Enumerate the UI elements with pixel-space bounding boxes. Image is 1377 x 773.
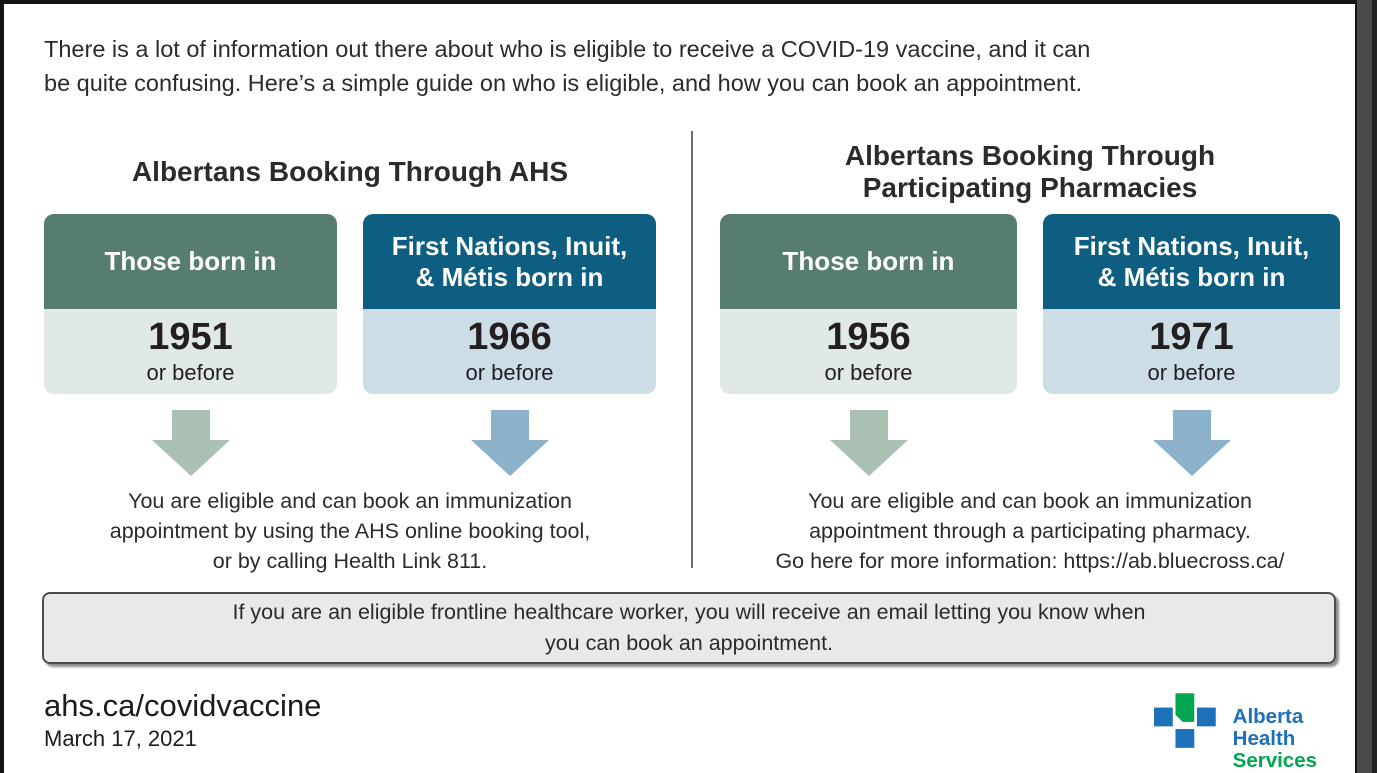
- publication-date: March 17, 2021: [44, 726, 197, 751]
- bluecross-link-line[interactable]: Go here for more information: https://ab.bluecross.ca/: [775, 549, 1285, 573]
- column-ahs: [44, 132, 656, 576]
- intro-line: be quite confusing. Here’s a simple guide on who is eligible, and how you can book an appointment.: [44, 70, 1083, 96]
- card-header-label: Those born in: [104, 246, 277, 276]
- note-line: appointment through a participating pharmacy.: [809, 519, 1251, 543]
- healthcare-worker-banner: [42, 592, 1336, 664]
- card-header-label: & Métis born in: [415, 261, 604, 292]
- ahs-covidvaccine-url[interactable]: ahs.ca/covidvaccine: [44, 688, 322, 723]
- cards-row: [44, 214, 656, 394]
- alberta-health-services-logo: [1154, 690, 1357, 772]
- card-fnim-pharmacy: [1043, 214, 1340, 394]
- banner-line: If you are an eligible frontline healthcare worker, you will receive an email letting you know when: [232, 600, 1146, 624]
- banner-line: you can book an appointment.: [544, 631, 834, 655]
- arrow-cell: [1043, 404, 1340, 482]
- cards-row: [720, 214, 1340, 394]
- arrows-row: [44, 404, 656, 482]
- ahs-cross-icon: [1154, 690, 1217, 752]
- note-line: You are eligible and can book an immunization: [128, 489, 572, 513]
- card-header: [720, 214, 1017, 309]
- year-qualifier: or before: [465, 360, 554, 385]
- column-divider: [691, 131, 693, 568]
- card-header-label: First Nations, Inuit,: [391, 230, 628, 261]
- card-body: [44, 309, 337, 394]
- intro-line: There is a lot of information out there about who is eligible to receive a COVID-19 vaccine, and it can: [44, 36, 1091, 62]
- card-general-ahs: [44, 214, 337, 394]
- arrow-cell: [44, 404, 337, 482]
- note-line: You are eligible and can book an immunization: [808, 489, 1252, 513]
- arrows-row: [720, 404, 1340, 482]
- logo-line-1: Alberta Health: [1232, 705, 1304, 750]
- card-header-label: & Métis born in: [1097, 261, 1286, 292]
- down-arrow-icon: [830, 410, 908, 476]
- column-title-line: Participating Pharmacies: [862, 172, 1198, 203]
- year-qualifier: or before: [146, 360, 235, 385]
- card-header-label: First Nations, Inuit,: [1073, 230, 1310, 261]
- card-body: [720, 309, 1017, 394]
- column-title-pharmacies: [720, 132, 1340, 212]
- birth-year: 1971: [1149, 316, 1234, 358]
- year-qualifier: or before: [1147, 360, 1236, 385]
- down-arrow-icon: [471, 410, 549, 476]
- booking-note-ahs: [44, 486, 656, 576]
- card-header: [363, 214, 656, 309]
- logo-line-2: Services: [1232, 749, 1317, 772]
- birth-year: 1956: [826, 316, 911, 358]
- pdf-viewer-background: [1355, 0, 1377, 773]
- card-header: [1043, 214, 1340, 309]
- note-line: or by calling Health Link 811.: [212, 549, 488, 573]
- column-title-line: Albertans Booking Through AHS: [131, 156, 569, 187]
- column-pharmacies: [720, 132, 1340, 576]
- booking-note-pharmacy: [720, 486, 1340, 576]
- note-line: appointment by using the AHS online booking tool,: [109, 519, 591, 543]
- card-general-pharmacy: [720, 214, 1017, 394]
- down-arrow-icon: [1153, 410, 1231, 476]
- arrow-cell: [720, 404, 1017, 482]
- down-arrow-icon: [152, 410, 230, 476]
- birth-year: 1951: [148, 316, 233, 358]
- card-header: [44, 214, 337, 309]
- year-qualifier: or before: [824, 360, 913, 385]
- card-header-label: Those born in: [782, 246, 955, 276]
- arrow-cell: [363, 404, 656, 482]
- column-title-line: Albertans Booking Through: [844, 140, 1216, 171]
- card-body: [363, 309, 656, 394]
- card-body: [1043, 309, 1340, 394]
- column-title-ahs: [44, 132, 656, 212]
- intro-paragraph: [44, 32, 1344, 100]
- card-fnim-ahs: [363, 214, 656, 394]
- logo-wordmark: [1233, 706, 1357, 772]
- birth-year: 1966: [467, 316, 552, 358]
